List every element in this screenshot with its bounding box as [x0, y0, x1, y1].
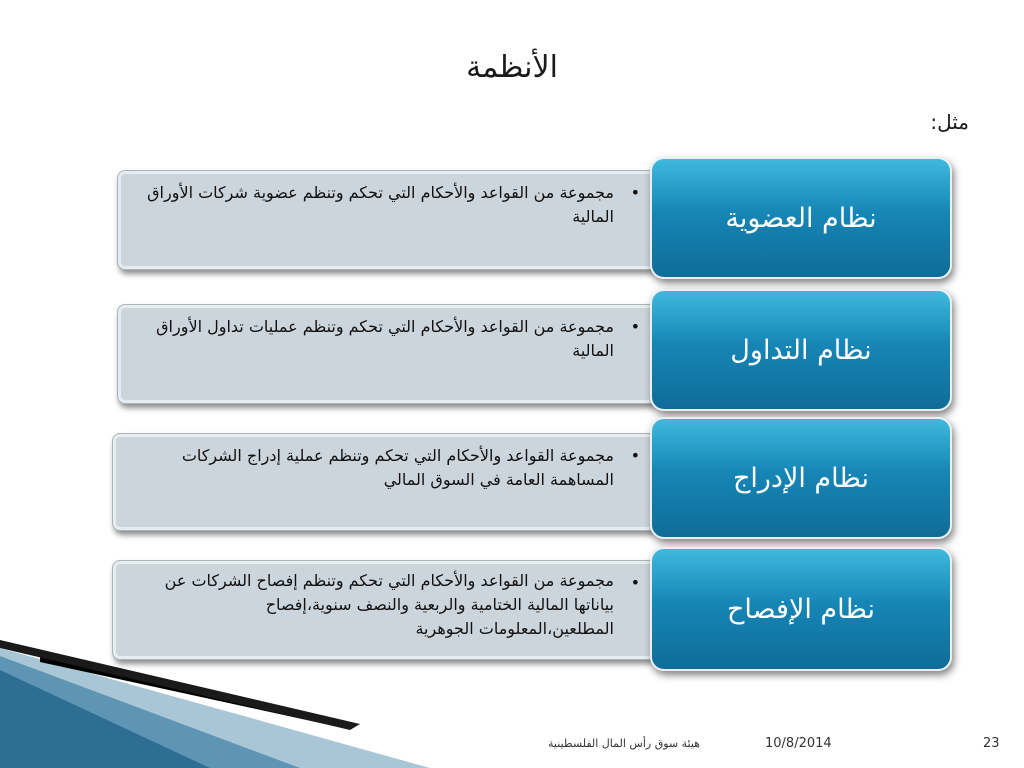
description-box-listing [112, 433, 657, 531]
bullet: • [630, 573, 640, 592]
bullet: • [630, 317, 640, 336]
bullet: • [630, 183, 640, 202]
system-label-membership: نظام العضوية [650, 157, 952, 279]
description-box-membership [117, 170, 657, 270]
system-label-listing: نظام الإدراج [650, 417, 952, 539]
bullet: • [630, 446, 640, 465]
footer-date: 10/8/2014 [765, 736, 832, 751]
description-box-disclosure [112, 560, 657, 660]
description-text: مجموعة القواعد والأحكام التي تحكم وتنظم عملية إدراج الشركات المساهمة العامة في السوق المالي [181, 446, 614, 489]
description-box-trading [117, 304, 657, 404]
description-text: مجموعة من القواعد والأحكام التي تحكم وتنظم إفصاح الشركات عن بياناتها المالية الختامية والربعية والنصف سنوية،إفصاح المطلعين،المعلومات الجوهرية [164, 571, 614, 638]
footer-page-number: 23 [983, 736, 1000, 751]
system-label-trading: نظام التداول [650, 289, 952, 411]
slide-title: الأنظمة [466, 50, 558, 85]
system-label-disclosure: نظام الإفصاح [650, 547, 952, 671]
footer-organization: هيئة سوق رأس المال الفلسطينية [548, 737, 700, 750]
slide-subtitle: مثل: [930, 110, 969, 134]
description-text: مجموعة من القواعد والأحكام التي تحكم وتنظم عضوية شركات الأوراق المالية [147, 183, 614, 226]
description-text: مجموعة من القواعد والأحكام التي تحكم وتنظم عمليات تداول الأوراق المالية [156, 317, 614, 360]
